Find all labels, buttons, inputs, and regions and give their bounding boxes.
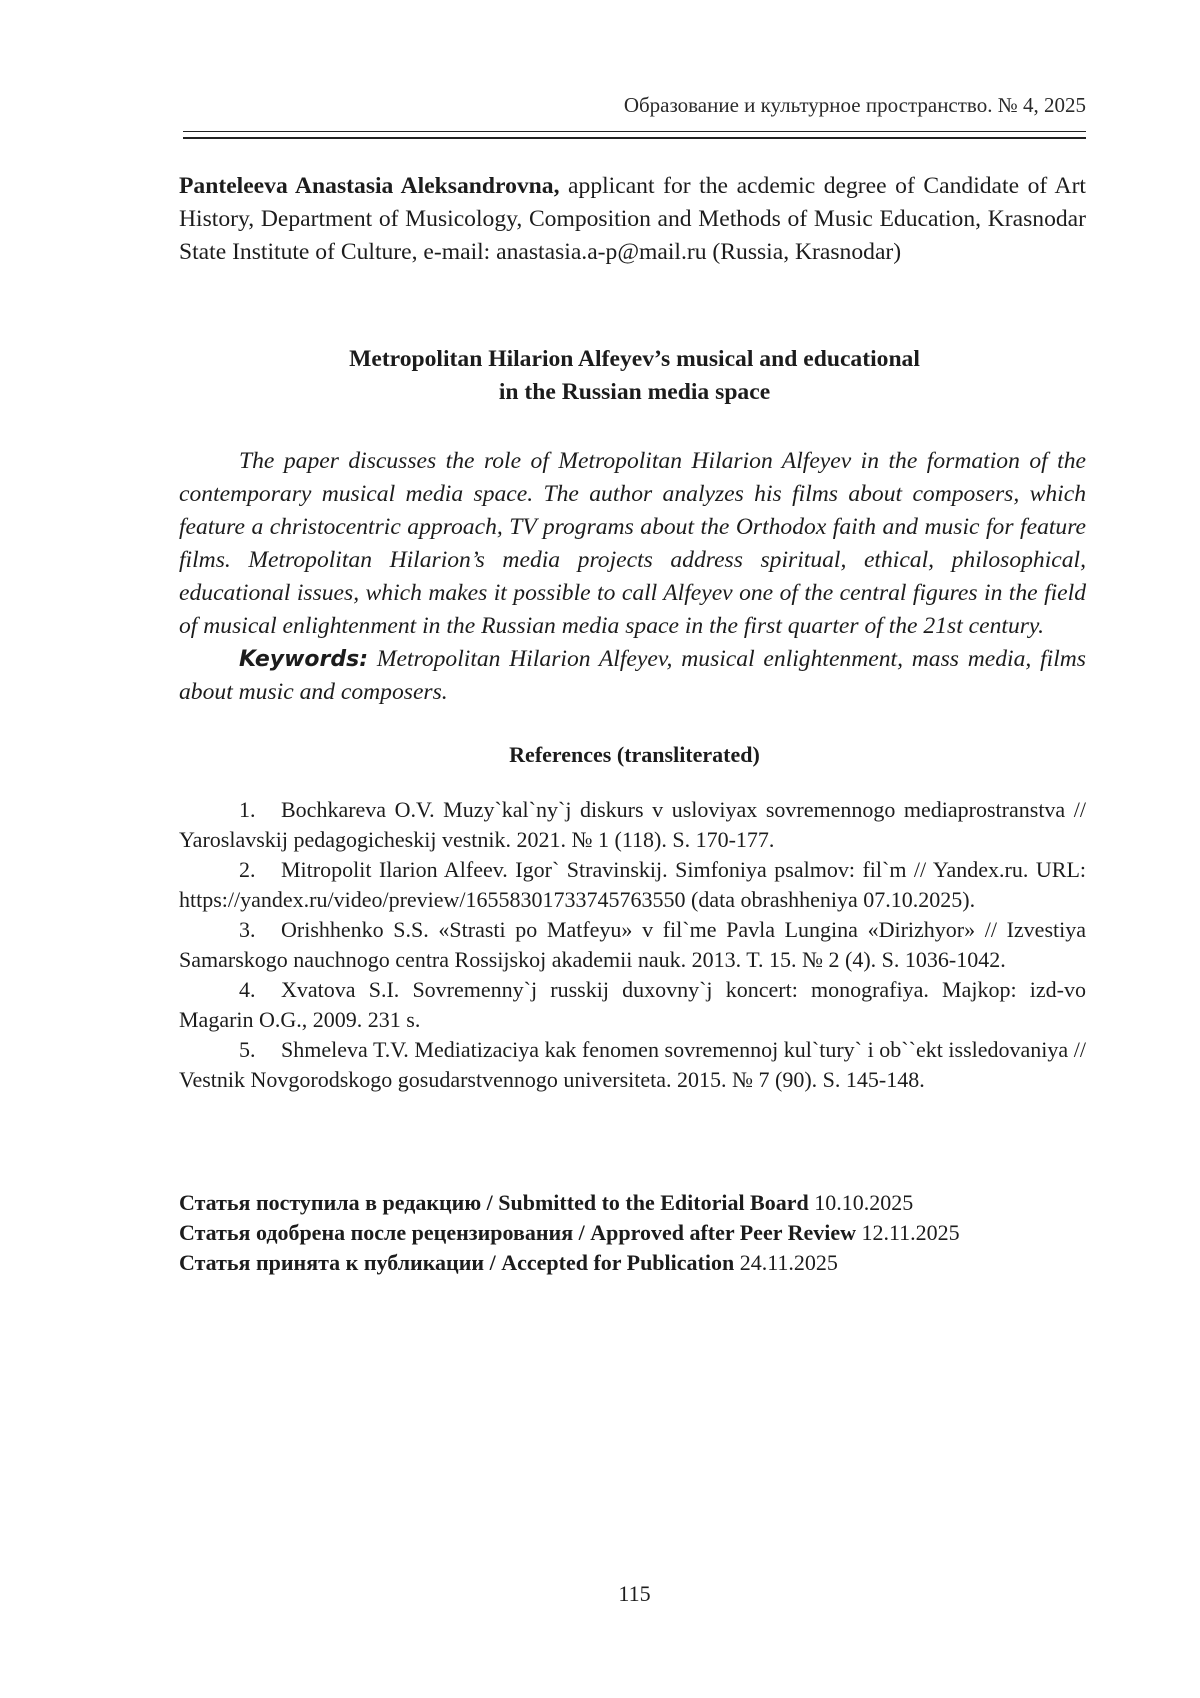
reference-number: 5. <box>239 1037 256 1062</box>
date-submitted-value: 10.10.2025 <box>808 1190 914 1215</box>
reference-number: 1. <box>239 797 256 822</box>
reference-item <box>179 795 1086 855</box>
running-header: Образование и культурное пространство. № 4, 2025 <box>623 93 1086 117</box>
references-heading: References (transliterated) <box>509 742 760 767</box>
date-accepted-label: Статья принята к публикации / Accepted for Publication <box>179 1250 735 1275</box>
header-rule-thin <box>183 131 1086 132</box>
author-info <box>179 170 1086 269</box>
keywords-text: Metropolitan Hilarion Alfeyev, musical enlightenment, mass media, films about music and composers. <box>179 646 1086 705</box>
reference-item <box>179 915 1086 975</box>
reference-item <box>179 855 1086 915</box>
reference-item <box>179 1035 1086 1095</box>
keywords <box>179 643 1086 709</box>
date-approved-value: 12.11.2025 <box>856 1220 960 1245</box>
reference-text: Shmeleva T.V. Mediatizaciya kak fenomen sovremennoj kul`tury` i ob``ekt issledovaniya // Vestnik Novgorodskogo gosudarstvennogo universiteta. 2015. № 7 (90). S. 145-148. <box>179 1037 1086 1092</box>
reference-text: Bochkareva O.V. Muzy`kal`ny`j diskurs v usloviyax sovremennogo mediaprostranstva // Yaroslavskij pedagogicheskij vestnik. 2021. № 1 (118). S. 170-177. <box>179 797 1086 852</box>
publication-dates <box>179 1188 1086 1278</box>
page-number: 115 <box>618 1581 651 1606</box>
date-accepted-value: 24.11.2025 <box>734 1250 838 1275</box>
article-title-line-1: Metropolitan Hilarion Alfeyev’s musical and educational <box>349 346 920 372</box>
reference-number: 2. <box>239 857 256 882</box>
article-title <box>183 343 1086 409</box>
date-accepted <box>179 1248 1086 1278</box>
date-approved-label: Статья одобрена после рецензирования / Approved after Peer Review <box>179 1220 856 1245</box>
author-affiliation: applicant for the acdemic degree of Candidate of Art History, Department of Musicology, Composition and Methods of Music Education, Krasnodar State Institute of Culture, e-mail: anastasia.a-p@mail.ru (Russia, Krasnodar) <box>179 173 1086 265</box>
reference-item <box>179 975 1086 1035</box>
reference-number: 4. <box>239 977 256 1002</box>
header-rule-thick <box>183 137 1086 139</box>
reference-text: Mitropolit Ilarion Alfeev. Igor` Stravinskij. Simfoniya psalmov: fil`m // Yandex.ru. URL: https://yandex.ru/video/preview/16558301733745763550 (data obrashheniya 07.10.2025). <box>179 857 1086 912</box>
date-submitted <box>179 1188 1086 1218</box>
reference-number: 3. <box>239 917 256 942</box>
date-submitted-label: Статья поступила в редакцию / Submitted to the Editorial Board <box>179 1190 809 1215</box>
author-name: Panteleeva Anastasia Aleksandrovna, <box>179 173 560 199</box>
reference-text: Orishhenko S.S. «Strasti po Matfeyu» v fil`me Pavla Lungina «Dirizhyor» // Izvestiya Samarskogo nauchnogo centra Rossijskoj akademii nauk. 2013. T. 15. № 2 (4). S. 1036-1042. <box>179 917 1086 972</box>
article-title-line-2: in the Russian media space <box>498 379 771 405</box>
abstract-text: The paper discusses the role of Metropolitan Hilarion Alfeyev in the formation of the contemporary musical media space. The author analyzes his films about composers, which feature a christocentric approach, TV programs about the Orthodox faith and music for feature films. Metropolitan Hilarion’s media projects address spiritual, ethical, philosophical, educational issues, which makes it possible to call Alfeyev one of the central figures in the field of musical enlightenment in the Russian media space in the first quarter of the 21st century. <box>179 448 1086 639</box>
reference-text: Xvatova S.I. Sovremenny`j russkij duxovny`j koncert: monografiya. Majkop: izd-vo Magarin O.G., 2009. 231 s. <box>179 977 1086 1032</box>
abstract <box>179 445 1086 709</box>
date-approved <box>179 1218 1086 1248</box>
keywords-label: Keywords: <box>239 647 369 672</box>
references-list <box>179 795 1086 1095</box>
